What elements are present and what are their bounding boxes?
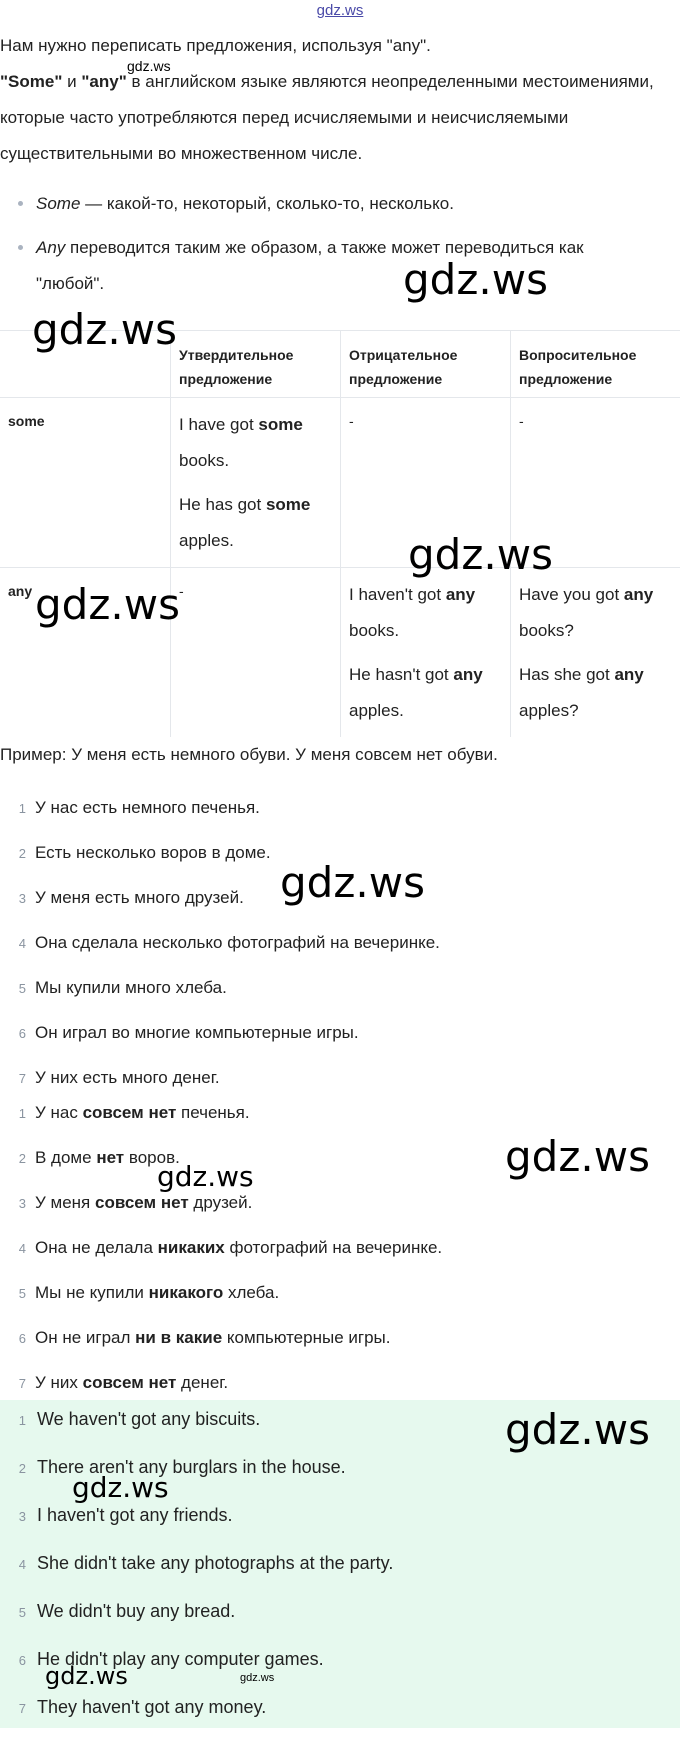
item-number: 3: [18, 1196, 26, 1211]
some-any-table: [0, 330, 680, 738]
item-text: Он играл во многие компьютерные игры.: [35, 1023, 359, 1042]
definition-paragraph: [0, 64, 660, 172]
bullet-list: [16, 186, 656, 310]
item-number: 6: [18, 1026, 26, 1041]
example-text: Пример: У меня есть немного обуви. У меня совсем нет обуви.: [0, 745, 498, 764]
list-item: [0, 1188, 640, 1233]
answer-item: [0, 1692, 680, 1740]
item-number: 1: [18, 1106, 26, 1121]
header-question: Вопросительное предложение: [510, 331, 680, 397]
header-affirmative: Утвердительное предложение: [170, 331, 340, 397]
and-text: и: [62, 72, 82, 91]
some-affirmative-cell: [170, 397, 340, 567]
intro-text: Нам нужно переписать предложения, используя "any".: [0, 36, 431, 55]
answer-item: [0, 1548, 680, 1596]
list-item: [0, 1018, 640, 1063]
list-item: [0, 1323, 640, 1368]
watermark: gdz.ws: [157, 1160, 254, 1193]
item-number: 1: [18, 1413, 26, 1428]
list-item: [0, 1063, 640, 1099]
item-text: Есть несколько воров в доме.: [35, 843, 271, 862]
bullet-term: Any: [36, 238, 66, 257]
watermark: gdz.ws: [403, 255, 548, 304]
item-text: У них есть много денег.: [35, 1068, 220, 1087]
item-number: 3: [18, 1509, 26, 1524]
list-item: [0, 1368, 640, 1404]
item-text: Мы купили много хлеба.: [35, 978, 227, 997]
item-number: 3: [18, 891, 26, 906]
definition-rest: в английском языке являются неопределенными местоимениями, которые часто употребляются перед исчисляемыми и неисчисляемыми существительными во множественном числе.: [0, 72, 654, 163]
any-question-cell: [510, 567, 680, 737]
answer-item: [0, 1596, 680, 1644]
watermark: gdz.ws: [127, 58, 171, 74]
header-negative: Отрицательное предложение: [340, 331, 510, 397]
item-number: 5: [18, 1605, 26, 1620]
row-label-any: any: [8, 583, 33, 599]
list-item: [0, 1278, 640, 1323]
item-text: У меня совсем нет друзей.: [35, 1193, 253, 1212]
table-sentence: He hasn't got any apples.: [349, 665, 483, 720]
item-number: 5: [18, 1286, 26, 1301]
watermark: gdz.ws: [72, 1471, 169, 1504]
item-text: У нас есть немного печенья.: [35, 798, 260, 817]
item-number: 2: [18, 1151, 26, 1166]
bullet-text: — какой-то, некоторый, сколько-то, несколько.: [80, 194, 454, 213]
bullet-term: Some: [36, 194, 81, 213]
item-number: 7: [18, 1376, 26, 1391]
item-number: 4: [18, 1241, 26, 1256]
list-item: [0, 793, 640, 838]
watermark: gdz.ws: [280, 858, 425, 907]
item-number: 1: [18, 801, 26, 816]
table-sentence: Has she got any apples?: [519, 665, 644, 720]
table-sentence: I haven't got any books.: [349, 585, 476, 640]
any-term: "any": [81, 72, 127, 91]
answer-text: They haven't got any money.: [37, 1697, 267, 1717]
any-affirmative-cell: -: [170, 567, 340, 737]
item-text: У нас совсем нет печенья.: [35, 1103, 250, 1122]
item-number: 2: [18, 846, 26, 861]
watermark: gdz.ws: [505, 1132, 650, 1181]
table-sentence: I have got some books.: [179, 415, 303, 470]
russian-sentences-list: [0, 793, 640, 1099]
watermark: gdz.ws: [240, 1672, 275, 1684]
answer-text: I haven't got any friends.: [37, 1505, 233, 1525]
table-row-some: [0, 397, 680, 568]
some-negative-cell: -: [340, 397, 510, 567]
any-negative-cell: [340, 567, 510, 737]
bullet-any: [16, 230, 656, 302]
bullet-dot: [18, 201, 23, 206]
watermark: gdz.ws: [35, 580, 180, 629]
list-item: [0, 928, 640, 973]
watermark: gdz.ws: [505, 1405, 650, 1454]
list-item: [0, 1233, 640, 1278]
item-number: 6: [18, 1653, 26, 1668]
answer-text: She didn't take any photographs at the party.: [37, 1553, 394, 1573]
some-term: "Some": [0, 72, 63, 91]
item-number: 2: [18, 1461, 26, 1476]
list-item: [0, 973, 640, 1018]
answer-item: [0, 1500, 680, 1548]
answer-text: There aren't any burglars in the house.: [37, 1457, 346, 1477]
item-number: 7: [18, 1701, 26, 1716]
item-text: Она сделала несколько фотографий на вечеринке.: [35, 933, 440, 952]
item-number: 6: [18, 1331, 26, 1346]
answer-text: He didn't play any computer games.: [37, 1649, 324, 1669]
row-label-some: some: [8, 413, 45, 429]
item-text: Она не делала никаких фотографий на вечеринке.: [35, 1238, 443, 1257]
answer-text: We didn't buy any bread.: [37, 1601, 236, 1621]
top-watermark[interactable]: gdz.ws: [316, 2, 364, 19]
watermark: gdz.ws: [45, 1662, 128, 1690]
item-number: 5: [18, 981, 26, 996]
table-sentence: He has got some apples.: [179, 495, 311, 550]
watermark: gdz.ws: [408, 530, 553, 579]
bullet-some: [16, 186, 656, 222]
item-text: Он не играл ни в какие компьютерные игры.: [35, 1328, 391, 1347]
item-text: В доме нет воров.: [35, 1148, 180, 1167]
item-text: У них совсем нет денег.: [35, 1373, 229, 1392]
item-text: Мы не купили никакого хлеба.: [35, 1283, 280, 1302]
answer-text: We haven't got any biscuits.: [37, 1409, 261, 1429]
table-sentence: Have you got any books?: [519, 585, 654, 640]
item-text: У меня есть много друзей.: [35, 888, 244, 907]
item-number: 4: [18, 1557, 26, 1572]
watermark: gdz.ws: [32, 305, 177, 354]
bullet-text: переводится таким же образом, а также может переводиться как "любой".: [36, 238, 584, 293]
item-number: 7: [18, 1071, 26, 1086]
bullet-dot: [18, 245, 23, 250]
some-question-cell: -: [510, 397, 680, 567]
item-number: 4: [18, 936, 26, 951]
